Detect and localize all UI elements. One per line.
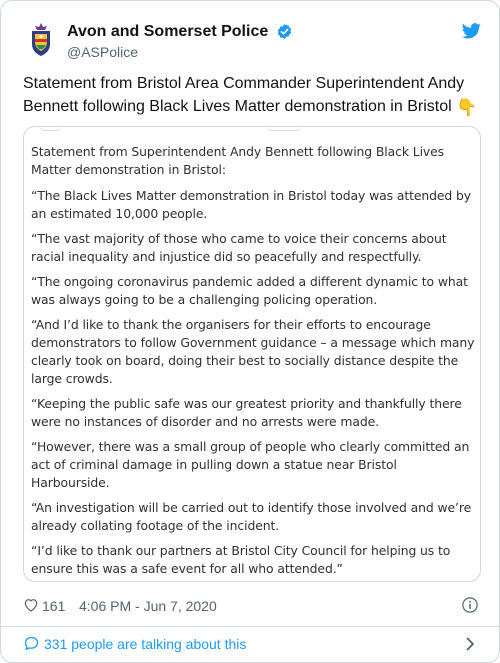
tweet-body: Statement from Bristol Area Commander Superintendent Andy Bennett following Black Lives Matter demonstration in Bristol <box>23 75 465 115</box>
account-handle[interactable]: @ASPolice <box>67 44 139 60</box>
tweet-timestamp[interactable]: 4:06 PM - Jun 7, 2020 <box>79 598 217 614</box>
tweet-header <box>23 19 481 61</box>
statement-paragraph: “Keeping the public safe was our greatest priority and thankfully there were no instances of disorder and no arrests were made. <box>31 396 462 429</box>
statement-text <box>31 143 476 582</box>
verified-badge-icon <box>276 23 293 40</box>
tweet-meta <box>23 595 481 617</box>
conversation-link[interactable] <box>23 634 481 654</box>
statement-paragraph: “I’d like to thank our partners at Bristol City Council for helping us to ensure this was a safe event for all who attended.” <box>31 543 451 576</box>
footer-divider <box>1 626 500 627</box>
conversation-count-text[interactable]: 331 people are talking about this <box>44 636 247 652</box>
heart-icon[interactable] <box>23 597 39 613</box>
like-count[interactable]: 161 <box>42 598 66 614</box>
statement-paragraph: Statement from Superintendent Andy Bennett following Black Lives Matter demonstration in Bristol: <box>31 144 445 177</box>
info-icon[interactable] <box>461 596 479 614</box>
author-block <box>67 22 293 61</box>
statement-paragraph: “An investigation will be carried out to identify those involved and we’re already collating footage of the incident. <box>31 500 472 533</box>
statement-paragraph: “And I’d like to thank the organisers for their efforts to encourage demonstrators to follow Government guidance – a message which many clearly took on board, doing their best to socially distance despite the large crowds. <box>31 317 475 386</box>
statement-paragraph: “The ongoing coronavirus pandemic added a different dynamic to what was always going to be a challenging policing operation. <box>31 274 468 307</box>
display-name[interactable]: Avon and Somerset Police <box>67 23 269 40</box>
police-crest-avatar[interactable] <box>23 19 59 59</box>
speech-bubble-icon <box>23 635 40 652</box>
statement-paragraph: “However, there was a small group of people who clearly committed an act of criminal damage in pulling down a statue near Bristol Harbourside. <box>31 439 470 490</box>
tweet-text <box>23 72 483 118</box>
cropped-letterhead-mark <box>38 126 64 131</box>
tweet-image[interactable] <box>23 126 481 582</box>
chevron-right-icon[interactable] <box>465 637 475 651</box>
twitter-bird-icon[interactable] <box>462 23 481 39</box>
cropped-letterhead-mark <box>264 126 304 131</box>
statement-paragraph: “The vast majority of those who came to voice their concerns about racial inequality and injustice did so peacefully and respectfully. <box>31 231 447 264</box>
pointing-down-emoji: 👇 <box>456 98 478 117</box>
statement-paragraph: “The Black Lives Matter demonstration in Bristol today was attended by an estimated 10,000 people. <box>31 188 471 221</box>
